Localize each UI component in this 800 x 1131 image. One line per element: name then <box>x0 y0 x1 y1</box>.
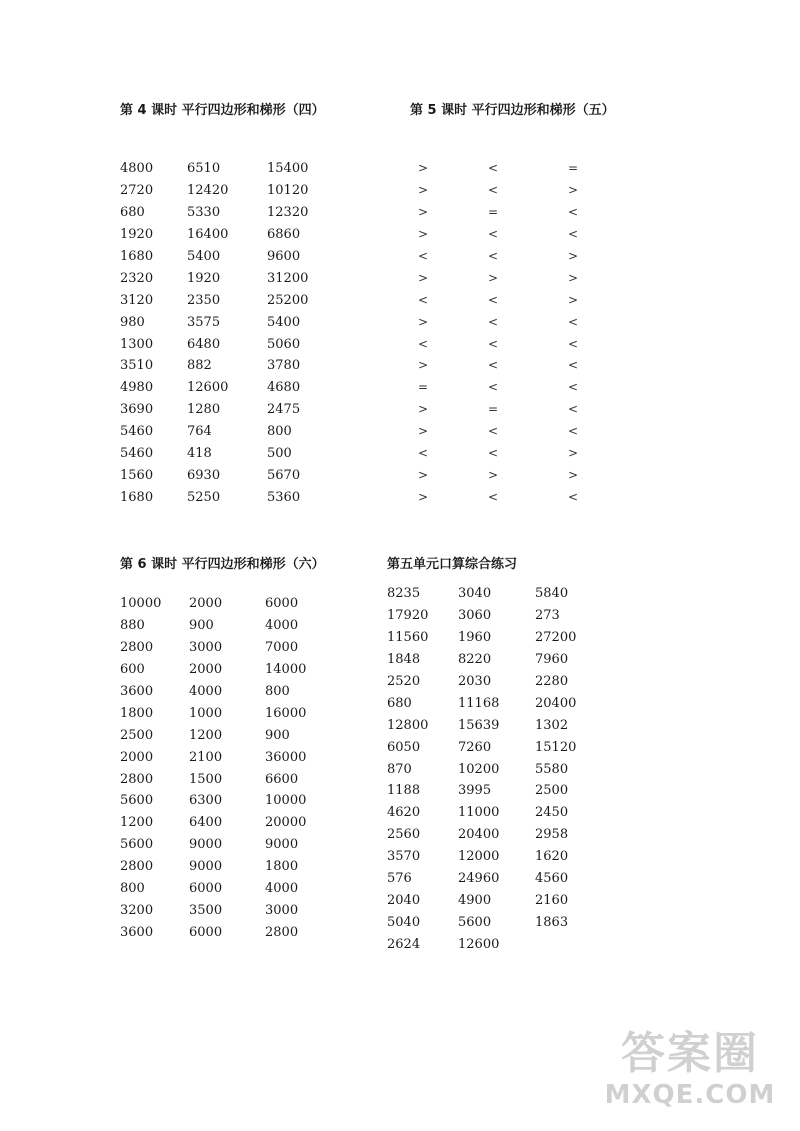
section-title-lesson-5: 第 5 课时 平行四边形和梯形（五） <box>410 103 615 118</box>
answer-value: 1620 <box>535 849 569 865</box>
answer-value: 3510 <box>120 358 154 374</box>
comparison-symbol: > <box>418 402 429 417</box>
answer-value: 4000 <box>265 881 299 897</box>
answer-value: 7960 <box>535 651 569 667</box>
answer-value: 2500 <box>120 727 154 743</box>
answer-value: 1920 <box>120 226 154 242</box>
comparison-symbol: > <box>568 270 579 285</box>
answer-value: 5580 <box>535 761 569 777</box>
comparison-symbol: < <box>488 336 499 351</box>
answer-value: 3570 <box>387 849 421 865</box>
comparison-symbol: > <box>568 446 579 461</box>
answer-value: 1960 <box>458 629 492 645</box>
comparison-symbol: > <box>418 468 429 483</box>
answer-value: 2720 <box>120 182 154 198</box>
answer-value: 1680 <box>120 490 154 506</box>
answer-value: 16400 <box>187 226 229 242</box>
answer-value: 3780 <box>267 358 301 374</box>
answer-value: 800 <box>265 683 290 699</box>
answer-value: 6480 <box>187 336 221 352</box>
answer-value: 3200 <box>120 903 154 919</box>
comparison-symbol: < <box>488 446 499 461</box>
answer-value: 12800 <box>387 717 429 733</box>
answer-value: 882 <box>187 358 212 374</box>
comparison-symbol: < <box>568 424 579 439</box>
comparison-symbol: < <box>568 226 579 241</box>
answer-value: 10000 <box>120 596 162 611</box>
answer-value: 2560 <box>387 827 421 843</box>
answer-value: 2800 <box>120 859 154 875</box>
watermark-logo-text: 答案圈 <box>621 1028 759 1079</box>
section-title-unit-review: 第五单元口算综合练习 <box>387 557 518 572</box>
answer-value: 2800 <box>120 639 154 655</box>
answer-value: 10000 <box>265 793 307 809</box>
answer-value: 9600 <box>267 248 301 264</box>
answer-value: 870 <box>387 761 412 777</box>
answer-value: 2000 <box>189 596 223 611</box>
answer-value: 1302 <box>535 717 569 733</box>
answer-value: 6400 <box>189 815 223 831</box>
answer-value: 4000 <box>189 683 223 699</box>
answer-value: 2030 <box>458 673 492 689</box>
answer-value: 500 <box>267 446 292 462</box>
answer-value: 2160 <box>535 893 569 909</box>
answer-value: 1560 <box>120 468 154 484</box>
answer-value: 2350 <box>187 292 221 308</box>
answer-value: 5040 <box>387 915 421 931</box>
answer-value: 24960 <box>458 871 500 887</box>
answer-value: 680 <box>120 204 145 220</box>
answer-value: 2040 <box>387 893 421 909</box>
comparison-symbol: < <box>488 292 499 307</box>
answer-value: 5840 <box>535 586 569 601</box>
answer-value: 4000 <box>265 617 299 633</box>
answer-value: 2958 <box>535 827 569 843</box>
comparison-symbol: < <box>568 490 579 505</box>
answer-value: 1848 <box>387 651 421 667</box>
answer-value: 800 <box>267 424 292 440</box>
answer-value: 4980 <box>120 380 154 396</box>
comparison-symbol: > <box>418 424 429 439</box>
comparison-symbol: < <box>488 358 499 373</box>
answer-value: 16000 <box>265 705 307 721</box>
answer-value: 10200 <box>458 761 500 777</box>
answer-value: 980 <box>120 314 145 330</box>
answer-value: 5060 <box>267 336 301 352</box>
answer-value: 11560 <box>387 629 429 645</box>
comparison-symbol: < <box>418 292 429 307</box>
answer-value: 576 <box>387 871 412 887</box>
answer-value: 2520 <box>387 673 421 689</box>
answer-value: 27200 <box>535 629 577 645</box>
comparison-symbol: < <box>488 182 499 197</box>
answer-value: 9000 <box>189 859 223 875</box>
answer-value: 4900 <box>458 893 492 909</box>
answer-value: 20400 <box>535 695 577 711</box>
comparison-symbol: < <box>488 161 499 175</box>
answer-value: 680 <box>387 695 412 711</box>
answer-value: 273 <box>535 607 560 623</box>
answer-value: 1800 <box>120 705 154 721</box>
comparison-symbol: < <box>488 248 499 263</box>
comparison-symbol: = <box>418 380 429 395</box>
answer-value: 5670 <box>267 468 301 484</box>
answer-value: 9000 <box>265 837 299 853</box>
answer-value: 1300 <box>120 336 154 352</box>
answer-value: 5600 <box>120 793 154 809</box>
answer-value: 3690 <box>120 402 154 418</box>
comparison-symbol: = <box>568 161 579 175</box>
comparison-symbol: > <box>418 490 429 505</box>
answer-value: 2280 <box>535 673 569 689</box>
section-title-lesson-4: 第 4 课时 平行四边形和梯形（四） <box>120 103 325 118</box>
answer-value: 1188 <box>387 783 421 799</box>
comparison-symbol: = <box>488 204 499 219</box>
answer-value: 2100 <box>189 749 223 765</box>
answer-value: 7260 <box>458 739 492 755</box>
answer-value: 5600 <box>120 837 154 853</box>
comparison-symbol: < <box>568 204 579 219</box>
answer-value: 2000 <box>189 661 223 677</box>
answer-value: 4680 <box>267 380 301 396</box>
comparison-symbol: < <box>568 402 579 417</box>
answer-value: 900 <box>189 617 214 633</box>
answer-value: 15639 <box>458 717 500 733</box>
answer-value: 12000 <box>458 849 500 865</box>
answer-value: 1280 <box>187 402 221 418</box>
answer-value: 10120 <box>267 182 309 198</box>
comparison-symbol: > <box>418 226 429 241</box>
comparison-symbol: > <box>418 182 429 197</box>
answer-value: 5460 <box>120 446 154 462</box>
answer-value: 5400 <box>187 248 221 264</box>
comparison-symbol: > <box>488 270 499 285</box>
comparison-symbol: < <box>418 336 429 351</box>
answer-value: 36000 <box>265 749 307 765</box>
answer-value: 2475 <box>267 402 301 418</box>
answer-value: 12600 <box>187 380 229 396</box>
answer-value: 2800 <box>265 925 299 941</box>
answer-value: 5460 <box>120 424 154 440</box>
watermark-domain: MXQE.COM <box>604 1080 776 1110</box>
answer-value: 2624 <box>387 937 421 952</box>
answer-value: 5400 <box>267 314 301 330</box>
answer-value: 12600 <box>458 937 500 952</box>
answer-value: 4800 <box>120 161 154 176</box>
answer-value: 8235 <box>387 586 421 601</box>
comparison-symbol: > <box>418 270 429 285</box>
answer-value: 3500 <box>189 903 223 919</box>
answer-value: 3600 <box>120 925 154 941</box>
comparison-symbol: > <box>418 314 429 329</box>
answer-value: 764 <box>187 424 212 440</box>
answer-value: 6000 <box>189 925 223 941</box>
answer-value: 5250 <box>187 490 221 506</box>
answer-value: 3000 <box>189 639 223 655</box>
answer-value: 900 <box>265 727 290 743</box>
comparison-symbol: > <box>568 248 579 263</box>
answer-value: 1800 <box>265 859 299 875</box>
answer-value: 6300 <box>189 793 223 809</box>
comparison-symbol: < <box>568 336 579 351</box>
answer-value: 6930 <box>187 468 221 484</box>
answer-value: 11000 <box>458 805 500 821</box>
answer-value: 3000 <box>265 903 299 919</box>
comparison-symbol: < <box>488 424 499 439</box>
answer-value: 8220 <box>458 651 492 667</box>
answer-value: 2500 <box>535 783 569 799</box>
comparison-symbol: < <box>488 314 499 329</box>
answer-value: 2320 <box>120 270 154 286</box>
comparison-symbol: > <box>568 182 579 197</box>
answer-value: 2800 <box>120 771 154 787</box>
answer-value: 6050 <box>387 739 421 755</box>
comparison-symbol: > <box>568 292 579 307</box>
answer-value: 9000 <box>189 837 223 853</box>
answer-value: 1863 <box>535 915 569 931</box>
comparison-symbol: < <box>488 490 499 505</box>
answer-value: 1680 <box>120 248 154 264</box>
answer-value: 3995 <box>458 783 492 799</box>
answer-value: 6510 <box>187 161 221 176</box>
answer-value: 5360 <box>267 490 301 506</box>
comparison-symbol: > <box>418 161 429 175</box>
answer-value: 17920 <box>387 607 429 623</box>
answer-value: 5600 <box>458 915 492 931</box>
answer-value: 4560 <box>535 871 569 887</box>
answer-value: 1920 <box>187 270 221 286</box>
answer-value: 3575 <box>187 314 221 330</box>
answer-value: 3040 <box>458 586 492 601</box>
answer-value: 3600 <box>120 683 154 699</box>
answer-value: 1200 <box>120 815 154 831</box>
answer-value: 1200 <box>189 727 223 743</box>
comparison-symbol: < <box>568 358 579 373</box>
answer-value: 25200 <box>267 292 309 308</box>
section-title-lesson-6: 第 6 课时 平行四边形和梯形（六） <box>120 557 325 572</box>
answer-value: 6000 <box>265 596 299 611</box>
answer-value: 418 <box>187 446 212 462</box>
answer-value: 15400 <box>267 161 309 176</box>
comparison-symbol: < <box>568 380 579 395</box>
answer-value: 600 <box>120 661 145 677</box>
answer-value: 6600 <box>265 771 299 787</box>
comparison-symbol: > <box>488 468 499 483</box>
answer-value: 7000 <box>265 639 299 655</box>
comparison-symbol: < <box>418 248 429 263</box>
comparison-symbol: > <box>418 358 429 373</box>
answer-value: 3060 <box>458 607 492 623</box>
answer-value: 1500 <box>189 771 223 787</box>
answer-value: 20400 <box>458 827 500 843</box>
comparison-symbol: > <box>568 468 579 483</box>
answer-value: 800 <box>120 881 145 897</box>
answer-value: 12420 <box>187 182 229 198</box>
answer-value: 2000 <box>120 749 154 765</box>
answer-value: 6860 <box>267 226 301 242</box>
comparison-symbol: > <box>418 204 429 219</box>
answer-value: 14000 <box>265 661 307 677</box>
answer-value: 1000 <box>189 705 223 721</box>
answer-value: 3120 <box>120 292 154 308</box>
answer-value: 15120 <box>535 739 577 755</box>
comparison-symbol: = <box>488 402 499 417</box>
comparison-symbol: < <box>488 226 499 241</box>
answer-value: 4620 <box>387 805 421 821</box>
comparison-symbol: < <box>568 314 579 329</box>
answer-value: 6000 <box>189 881 223 897</box>
comparison-symbol: < <box>418 446 429 461</box>
answer-value: 5330 <box>187 204 221 220</box>
answer-value: 2450 <box>535 805 569 821</box>
answer-value: 880 <box>120 617 145 633</box>
comparison-symbol: < <box>488 380 499 395</box>
answer-value: 12320 <box>267 204 309 220</box>
answer-value: 20000 <box>265 815 307 831</box>
answer-value: 31200 <box>267 270 309 286</box>
answer-value: 11168 <box>458 695 500 711</box>
site-watermark <box>600 1028 780 1123</box>
